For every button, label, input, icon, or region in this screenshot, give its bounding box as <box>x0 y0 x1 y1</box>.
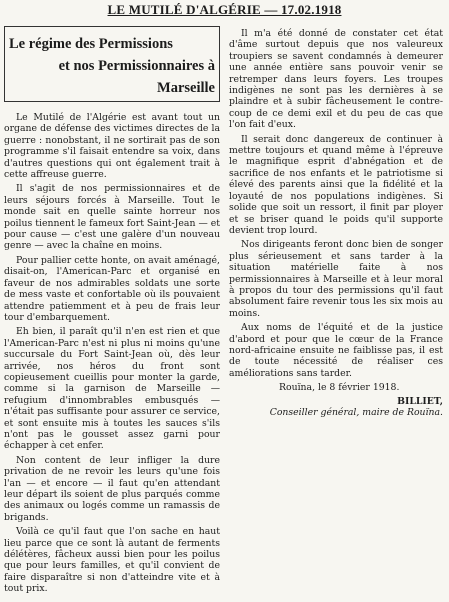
signature-name: BILLIET, <box>397 395 443 407</box>
paragraph: Eh bien, il paraît qu'il n'en est rien et que l'American-Parc n'est ni plus ni moins qu'une succursale du Fort Saint-Jean où, dès leur arrivée, nos héros du front sont copieusement cueillis pour monter la garde, comme si la garnison de Marseille — refugium d'innombrables embusqués — n'était pas suffisante pour assurer ce service, et sont ensuite mis à toutes les sauces s'ils n'ont pas le gousset assez garni pour échapper à cet enfer. <box>4 326 220 452</box>
signature <box>229 396 443 407</box>
paragraph: Il serait donc dangereux de continuer à mettre toujours et quand même à l'épreuve le magnifique esprit d'abnégation et de sacrifice de nos enfants et le patriotisme si élevé des parents ainsi que la fidélité et la loyauté de nos populations indigènes. Si solide que soit un ressort, il finit par ployer et se briser quand le poids qu'il supporte devient trop lourd. <box>229 133 443 236</box>
masthead: LE MUTILÉ D'ALGÉRIE — 17.02.1918 <box>107 2 342 17</box>
paragraph: Le Mutilé de l'Algérie est avant tout un organe de défense des victimes directes de la guerre : nonobstant, il ne sortirait pas de son programme s'il faisait entendre sa voix, dans d'autres questions qui ont également trait à cette affreuse guerre. <box>4 112 220 181</box>
article-title-line-2: et nos Permissionnaires à Marseille <box>58 58 215 96</box>
right-column <box>229 28 443 602</box>
paragraph: Il s'agit de nos permissionnaires et de leurs séjours forcés à Marseille. Tout le monde sait en quelle sainte horreur nos poilus tiennent le fameux fort Saint-Jean — et pour cause — c'est une galère d'un nouveau genre — avec la chaîne en moins. <box>4 183 220 252</box>
paragraph: Aux noms de l'équité et de la justice d'abord et pour que le cœur de la France nord-africaine ensuite ne faiblisse pas, il est de toute nécessité de réaliser ces améliorations sans tarder. <box>229 322 443 379</box>
dateline: Rouïna, le 8 février 1918. <box>279 382 400 394</box>
paragraph: Voilà ce qu'il faut que l'on sache en haut lieu parce que ce sont là autant de ferments délétères, fâcheux aussi bien pour les poilus que pour leurs familles, et qu'il convient de faire disparaître si non d'atteindre vite et à tout prix. <box>4 526 220 595</box>
left-column <box>4 22 220 596</box>
article-title-box <box>4 26 220 102</box>
paragraph: Pour pallier cette honte, on avait aménagé, disait-on, l'American-Parc et organisé en faveur de nos admirables soldats une sorte de mess vaste et confortable où ils pouvaient attendre patiemment et à peu de frais leur tour d'embarquement. <box>4 254 220 323</box>
signature-role: Conseiller général, maire de Rouïna. <box>269 407 443 418</box>
article-title-line-1: Le régime des Permissions <box>9 36 173 52</box>
paragraph: Il m'a été donné de constater cet état d'âme surtout depuis que nos valeureux troupiers se savent condamnés à demeurer une année entière sans pouvoir venir se retremper dans leurs foyers. Les troupes indigènes ne sont pas les dernières à se plaindre et à subir fâcheusement le contre-coup de ce demi exil et du peu de cas que l'on fait d'eux. <box>229 28 443 131</box>
paragraph: Nos dirigeants feront donc bien de songer plus sérieusement et sans tarder à la situation matérielle faite à nos permissionnaires à Marseille et à leur moral à propos du tour des permissions qu'il faut absolument faire revenir tous les six mois au moins. <box>229 239 443 319</box>
paragraph: Non content de leur infliger la dure privation de ne revoir les leurs qu'une fois l'an — et encore — il faut qu'en attendant leur départ ils soient de plus parqués comme des animaux ou logés comme un ramassis de brigands. <box>4 454 220 523</box>
